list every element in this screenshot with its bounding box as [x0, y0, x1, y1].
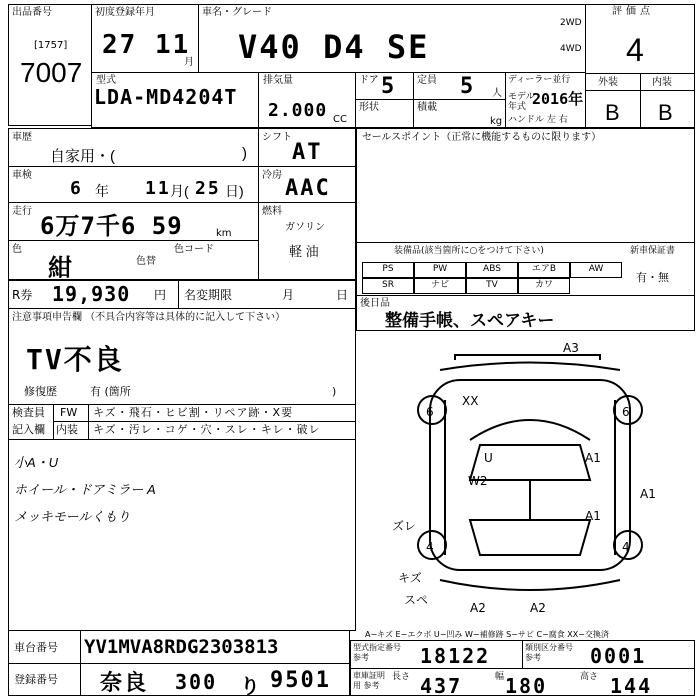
fuel-gasoline: ガソリン: [285, 222, 325, 233]
displacement-label: 排気量: [263, 75, 293, 86]
inspector-label: 検査員: [12, 406, 45, 419]
inspection-label: 車検: [12, 170, 32, 181]
fw-label: FW: [60, 406, 78, 419]
first-reg-value: 27 11: [102, 30, 191, 60]
later-items-label: 後日品: [360, 298, 390, 309]
inspection-nichi: 日): [225, 183, 244, 199]
history-close: ): [242, 145, 247, 162]
category-label: 類別区分番号 参考: [525, 643, 573, 662]
mileage-unit: km: [216, 228, 232, 239]
r-ticket-value: 19,930: [52, 282, 131, 306]
height-value: 144: [610, 674, 653, 698]
plate-number: 9501: [270, 668, 331, 693]
name-change-label: 名変期限: [184, 288, 233, 302]
category-value: 0001: [590, 644, 647, 668]
displacement-unit: CC: [333, 114, 347, 125]
equipment-item: PW: [414, 262, 466, 278]
chassis-value: YV1MVA8RDG2303813: [84, 636, 279, 658]
ac-value: AAC: [285, 176, 331, 201]
history-value: 自家用・(: [50, 148, 115, 165]
width-value: 180: [505, 674, 548, 698]
score-label: 評価点: [612, 6, 654, 17]
lot-number-label: 出品番号: [12, 7, 52, 18]
doors-value: 5: [381, 74, 397, 99]
drive-2wd: 2WD: [560, 18, 582, 28]
shift-value: AT: [292, 140, 323, 165]
ac-label: 冷房: [262, 170, 282, 181]
model-year-label: モデル 年式: [508, 92, 535, 112]
model-year-value: 2016年: [532, 90, 584, 108]
capacity-unit: 人: [492, 88, 502, 99]
r-ticket-label: R券: [12, 288, 33, 302]
score-value: 4: [626, 32, 644, 68]
equipment-item: カワ: [518, 278, 570, 294]
damage-mark: A2: [530, 601, 546, 615]
equipment-label: 装備品(該当箇所に○をつけて下さい): [394, 246, 544, 256]
equipment-item: ABS: [466, 262, 518, 278]
inspector-note: ホイール・ドアミラー A: [14, 482, 156, 497]
length-label: 長さ: [392, 672, 411, 682]
shape-label: 形状: [359, 102, 379, 113]
equipment-item: エアB: [518, 262, 570, 278]
cert-label: 車庫証明用 参考: [353, 671, 385, 690]
damage-mark: XX: [462, 394, 479, 408]
equipment-item: PS: [362, 262, 414, 278]
type-designation-label: 型式指定番号 参考: [353, 643, 401, 662]
exterior-label: 外装: [598, 77, 618, 88]
mileage-label: 走行: [12, 206, 32, 217]
height-label: 高さ: [580, 672, 599, 682]
damage-mark: U: [484, 451, 493, 465]
inspection-nen: 年: [95, 183, 109, 199]
color-value: 紺: [48, 254, 74, 282]
name-change-day: 日: [336, 288, 349, 302]
length-value: 437: [420, 674, 463, 698]
damage-mark: 6: [426, 405, 434, 419]
interior-cond-label: 内装: [56, 423, 78, 436]
plate-label: 登録番号: [14, 673, 58, 686]
damage-mark: A3: [563, 341, 579, 355]
plate-kana: り: [240, 674, 262, 698]
interior-label: 内装: [652, 77, 672, 88]
notes-value: TV不良: [26, 343, 124, 376]
inspector-note: メッキモールくもり: [14, 509, 131, 524]
damage-mark: A1: [585, 509, 601, 523]
fw-items: キズ・飛石・ヒビ割・リペア跡・X要: [93, 406, 294, 419]
inspection-tsuki: 月(: [170, 183, 189, 199]
inspection-day: 25: [195, 178, 221, 199]
shift-label: シフト: [262, 132, 292, 143]
name-change-month: 月: [282, 288, 295, 302]
inspection-year: 6: [70, 178, 83, 199]
model-grade-value: V40 D4 SE: [238, 28, 430, 66]
load-unit: kg: [490, 116, 503, 127]
damage-mark: 4: [426, 540, 434, 554]
inspector-note: 小A・U: [14, 455, 59, 470]
inspection-month: 11: [145, 178, 171, 199]
model-grade-label: 車名・グレード: [202, 7, 272, 18]
color-code-label: 色コード: [174, 244, 214, 255]
doors-label: ドア: [359, 75, 379, 86]
lot-code: [1757]: [34, 40, 68, 51]
damage-mark: 6: [622, 405, 630, 419]
equipment-item: SR: [362, 278, 414, 294]
repair-label: 修復歴: [24, 385, 57, 398]
sales-point-label: セールスポイント（正常に機能するものに限ります）: [362, 132, 602, 143]
damage-mark: A2: [470, 601, 486, 615]
repair-close: ): [332, 385, 337, 398]
damage-mark: キズ: [398, 571, 422, 585]
plate-region: 奈良: [100, 671, 149, 696]
capacity-value: 5: [460, 74, 476, 99]
equipment-item: ナビ: [414, 278, 466, 294]
plate-class: 300: [175, 670, 218, 694]
color-label: 色: [12, 244, 22, 255]
model-type-value: LDA-MD4204T: [94, 85, 238, 109]
dealer-label: ディーラー並行: [508, 75, 571, 85]
equipment-item: TV: [466, 278, 518, 294]
fuel-diesel: 軽 油: [289, 244, 319, 259]
displacement-value: 2.000: [268, 100, 328, 121]
interior-items: キズ・汚レ・コゲ・穴・スレ・キレ・破レ: [93, 423, 321, 436]
fuel-label: 燃料: [262, 206, 282, 217]
type-designation-value: 18122: [420, 644, 491, 668]
repair-value: 有 (箇所: [90, 385, 131, 398]
equipment-item: AW: [570, 262, 622, 278]
first-reg-unit: 月: [184, 57, 194, 68]
color-change-label: 色替: [136, 256, 156, 267]
damage-mark: W2: [468, 474, 488, 488]
damage-mark: ズレ: [392, 519, 417, 533]
history-label: 車歴: [12, 132, 32, 143]
damage-mark: 4: [622, 540, 630, 554]
drive-4wd: 4WD: [560, 44, 582, 54]
damage-legend: A−キズ E−エクボ U−凹み W−補修跡 S−サビ C−腐食 XX−交換済: [365, 630, 609, 639]
width-label: 幅: [495, 672, 505, 682]
first-reg-label: 初度登録年月: [95, 7, 155, 18]
later-items-value: 整備手帳、スペアキー: [385, 311, 555, 330]
load-label: 積載: [417, 102, 437, 113]
warranty-label: 新車保証書: [630, 246, 676, 256]
damage-mark: A1: [585, 451, 601, 465]
chassis-label: 車台番号: [14, 641, 58, 654]
handle-label: ハンドル 左 右: [508, 115, 568, 125]
damage-mark: A1: [640, 487, 656, 501]
capacity-label: 定員: [417, 75, 437, 86]
exterior-grade: B: [605, 100, 620, 125]
r-ticket-unit: 円: [154, 288, 167, 302]
model-type-label: 型式: [96, 75, 116, 86]
lot-number: 7007: [20, 57, 83, 88]
notes-label: 注意事項申告欄 （不具合内容等は具体的に記入して下さい）: [12, 312, 286, 323]
damage-mark: スペ: [404, 593, 429, 607]
interior-grade: B: [658, 100, 673, 125]
warranty-value: 有・無: [636, 271, 669, 284]
mileage-value: 6万7千6 59: [40, 212, 183, 240]
entry-label: 記入欄: [12, 423, 45, 436]
